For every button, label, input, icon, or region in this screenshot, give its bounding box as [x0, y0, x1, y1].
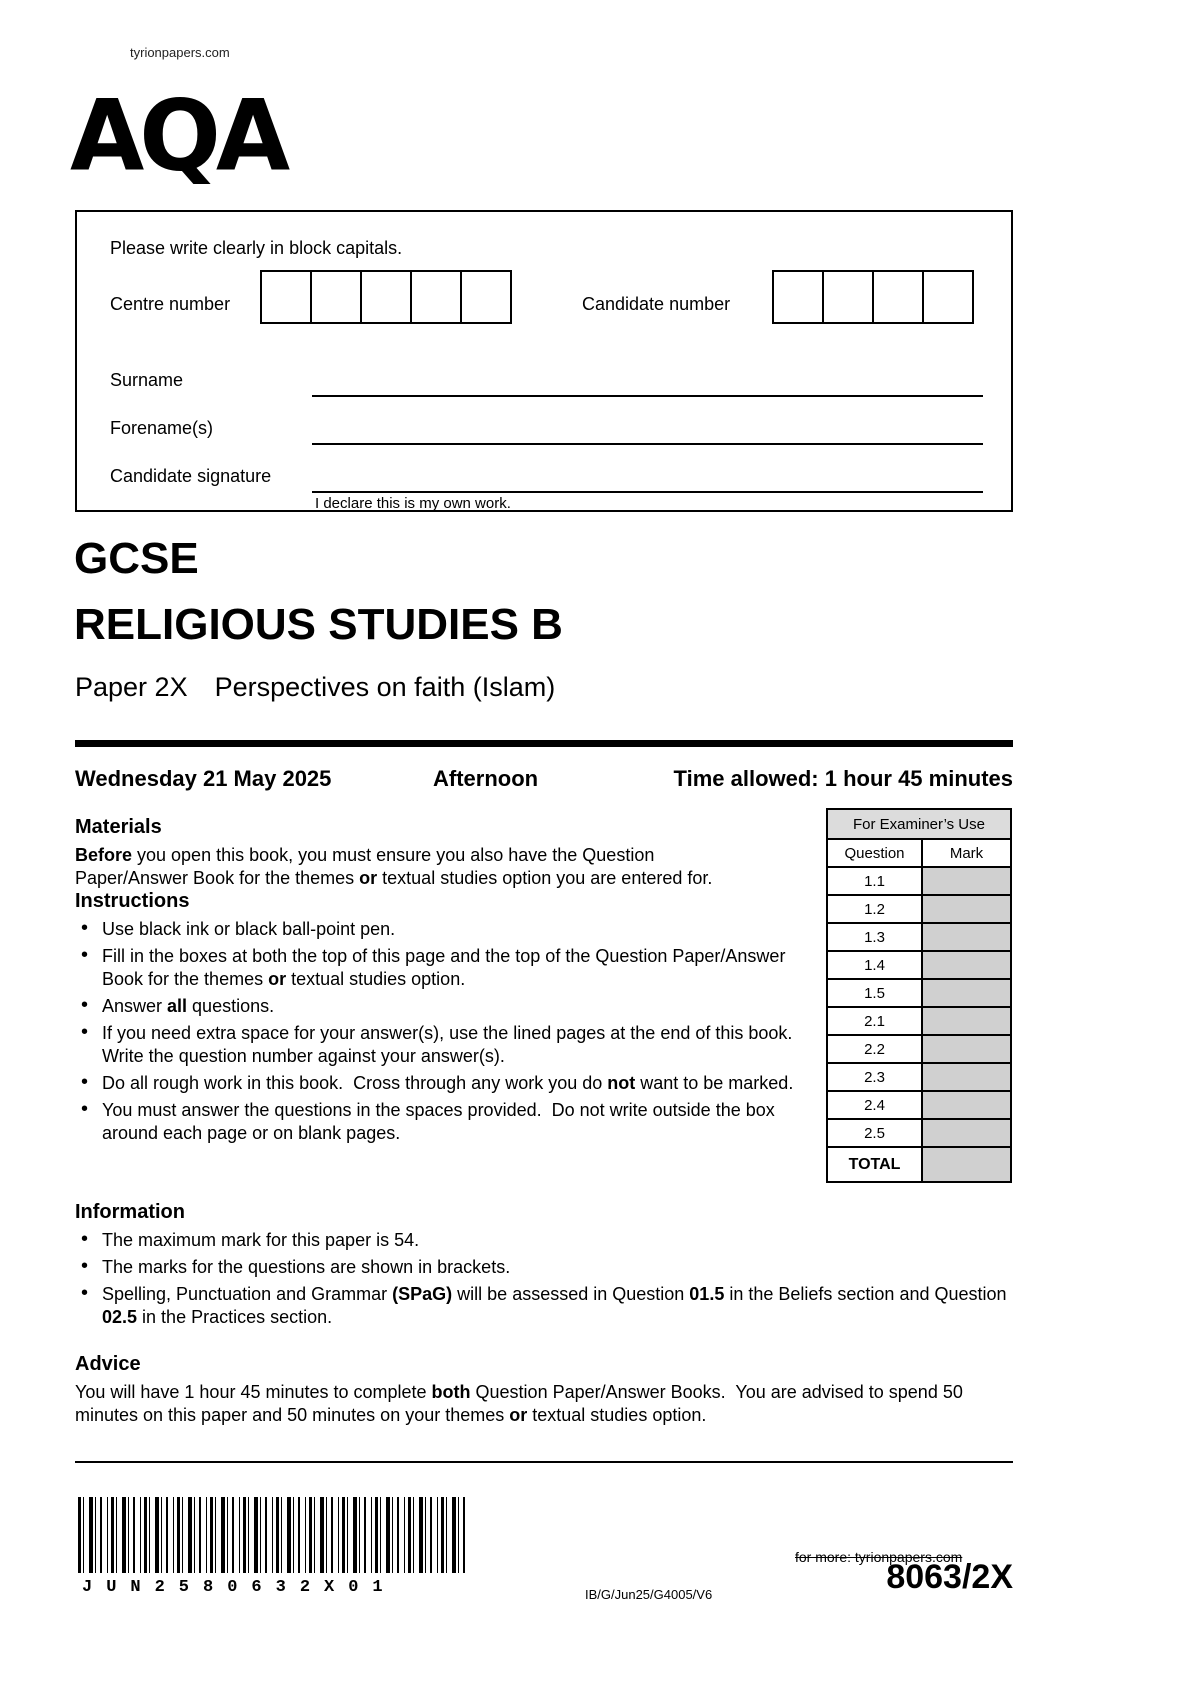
examiner-total-row	[828, 1148, 1010, 1181]
advice-body: You will have 1 hour 45 minutes to complete both Question Paper/Answer Books. You are advised to spend 50 minutes on this paper and 50 minutes on your themes or textual studies option.	[75, 1382, 968, 1425]
footer-watermark: for more: tyrionpapers.com	[795, 1549, 963, 1565]
instructions-list	[75, 918, 820, 1145]
centre-number-cell	[460, 270, 512, 324]
examiner-row	[828, 868, 1010, 896]
exam-date: Wednesday 21 May 2025	[75, 766, 332, 791]
examiner-mark-cell	[923, 896, 1010, 922]
examiner-row	[828, 1064, 1010, 1092]
examiner-row	[828, 924, 1010, 952]
examiner-table-header	[828, 840, 1010, 868]
block-capitals-instruction: Please write clearly in block capitals.	[110, 238, 403, 258]
centre-number-cell	[260, 270, 312, 324]
information-item: • Spelling, Punctuation and Grammar (SPaG) will be assessed in Question 01.5 in the Beliefs section and Question 02.5 in the Practices section.	[75, 1283, 1015, 1329]
examiner-use-table	[826, 808, 1012, 1183]
forenames-write-line	[312, 443, 983, 445]
candidate-number-cells	[772, 270, 974, 324]
candidate-number-label: Candidate number	[582, 294, 731, 314]
surname-write-line	[312, 395, 983, 397]
signature-label: Candidate signature	[110, 466, 272, 486]
candidate-number-cell	[822, 270, 874, 324]
candidate-details-box	[75, 210, 1013, 512]
declaration-text: I declare this is my own work.	[315, 495, 511, 512]
surname-label: Surname	[110, 370, 184, 390]
footer-divider-rule	[75, 1461, 1013, 1463]
aqa-logo: AQA	[70, 78, 286, 194]
examiner-mark-cell	[923, 952, 1010, 978]
examiner-question-number: 1.1	[828, 868, 923, 894]
examiner-row	[828, 980, 1010, 1008]
paper-reference: IB/G/Jun25/G4005/V6	[585, 1587, 713, 1602]
instruction-item: • Fill in the boxes at both the top of this page and the top of the Question Paper/Answer Book for the themes or textual studies option.	[75, 945, 795, 991]
examiner-question-number: 2.2	[828, 1036, 923, 1062]
title-divider-rule	[75, 740, 1013, 747]
materials-heading: Materials	[75, 816, 162, 838]
examiner-mark-cell	[923, 1064, 1010, 1090]
signature-write-line	[312, 491, 983, 493]
watermark-text: tyrionpapers.com	[130, 45, 230, 60]
qualification-title: GCSE	[74, 534, 199, 583]
examiner-question-number: 1.3	[828, 924, 923, 950]
information-list	[75, 1229, 1015, 1329]
information-heading: Information	[75, 1201, 185, 1223]
examiner-row	[828, 1120, 1010, 1148]
examiner-mark-cell	[923, 868, 1010, 894]
examiner-total-mark-cell	[923, 1148, 1010, 1181]
barcode-image	[78, 1497, 468, 1573]
centre-number-cell	[360, 270, 412, 324]
examiner-mark-cell	[923, 1120, 1010, 1146]
instruction-item: • Answer all questions.	[75, 995, 795, 1018]
examiner-total-label: TOTAL	[828, 1148, 923, 1181]
examiner-question-number: 2.4	[828, 1092, 923, 1118]
examiner-question-number: 2.5	[828, 1120, 923, 1146]
instruction-item: • You must answer the questions in the spaces provided. Do not write outside the box around each page or on blank pages.	[75, 1099, 795, 1145]
subject-title: RELIGIOUS STUDIES B	[74, 600, 563, 649]
information-item: • The maximum mark for this paper is 54.	[75, 1229, 1015, 1252]
centre-number-cell	[410, 270, 462, 324]
instruction-item: • If you need extra space for your answer(s), use the lined pages at the end of this book. Write the question number against your answer(s).	[75, 1022, 795, 1068]
instructions-heading: Instructions	[75, 890, 190, 912]
examiner-mark-cell	[923, 1092, 1010, 1118]
candidate-number-cell	[872, 270, 924, 324]
examiner-row	[828, 1036, 1010, 1064]
examiner-row	[828, 1008, 1010, 1036]
examiner-table-title: For Examiner’s Use	[828, 810, 1010, 840]
examiner-row	[828, 1092, 1010, 1120]
examiner-col-question: Question	[828, 840, 923, 866]
examiner-row	[828, 896, 1010, 924]
centre-number-label: Centre number	[110, 294, 231, 314]
paper-code: 8063/2X	[886, 1558, 1013, 1596]
advice-heading: Advice	[75, 1353, 141, 1375]
examiner-question-number: 2.3	[828, 1064, 923, 1090]
examiner-col-mark: Mark	[949, 845, 984, 862]
forenames-label: Forename(s)	[110, 418, 214, 438]
instruction-item: • Use black ink or black ball-point pen.	[75, 918, 795, 941]
information-item: • The marks for the questions are shown in brackets.	[75, 1256, 1015, 1279]
examiner-mark-cell	[923, 1036, 1010, 1062]
examiner-question-number: 1.5	[828, 980, 923, 1006]
instruction-item: • Do all rough work in this book. Cross through any work you do not want to be marked.	[75, 1072, 795, 1095]
examiner-mark-cell	[923, 1008, 1010, 1034]
session-row	[75, 766, 1013, 796]
lower-sections	[75, 1201, 1015, 1427]
examiner-row	[828, 952, 1010, 980]
examiner-question-number: 2.1	[828, 1008, 923, 1034]
paper-label: Paper 2X	[75, 672, 188, 702]
centre-number-cell	[310, 270, 362, 324]
centre-number-cells	[260, 270, 512, 324]
examiner-question-number: 1.4	[828, 952, 923, 978]
examiner-question-number: 1.2	[828, 896, 923, 922]
barcode-text: JUN2580632X01	[82, 1578, 397, 1597]
paper-name: Perspectives on faith (Islam)	[214, 672, 556, 702]
exam-session: Afternoon	[433, 766, 539, 791]
examiner-mark-cell	[923, 924, 1010, 950]
paper-title	[75, 672, 555, 703]
examiner-mark-cell	[923, 980, 1010, 1006]
materials-body: Before you open this book, you must ensure you also have the Question Paper/Answer Book for the themes or textual studies option you are entered for.	[75, 845, 713, 888]
left-column	[75, 816, 820, 1149]
candidate-number-cell	[772, 270, 824, 324]
candidate-number-cell	[922, 270, 974, 324]
time-allowed: Time allowed: 1 hour 45 minutes	[673, 766, 1013, 791]
